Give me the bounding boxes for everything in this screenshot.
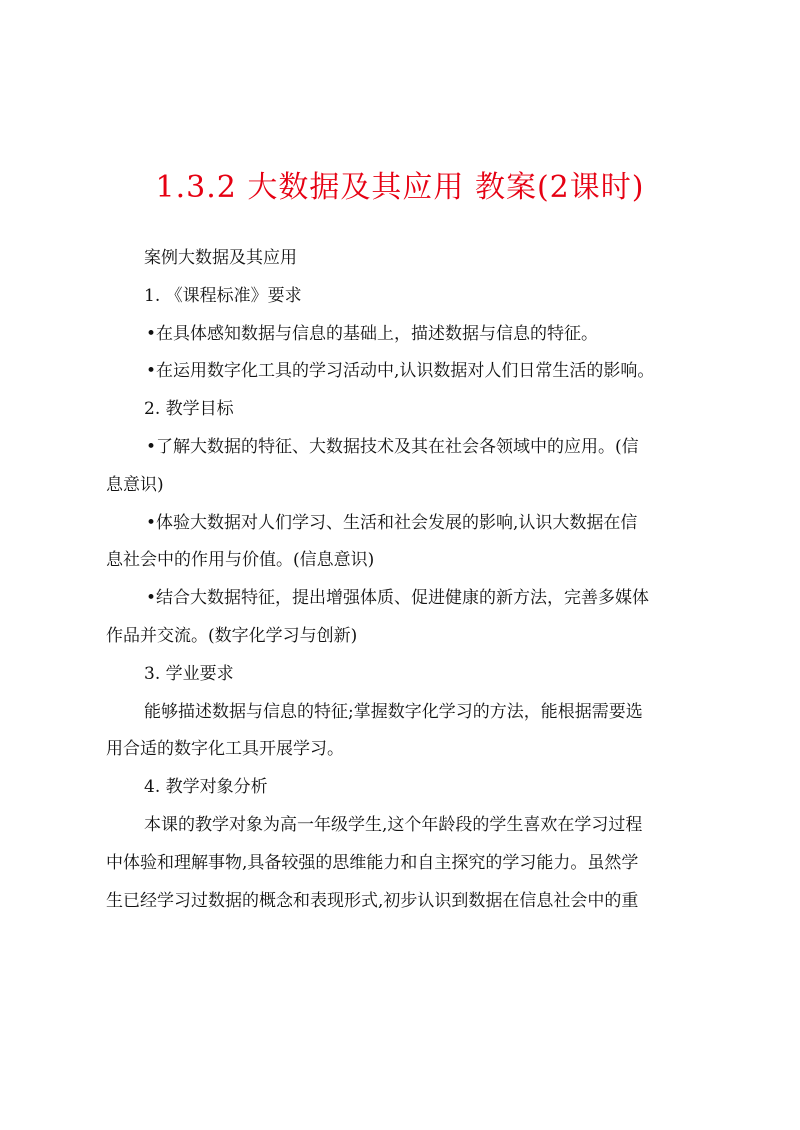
bullet-item: •结合大数据特征，提出增强体质、促进健康的新方法，完善多媒体 <box>146 588 650 609</box>
paragraph-line: 用合适的数字化工具开展学习。 <box>106 739 344 760</box>
bullet-item: •了解大数据的特征、大数据技术及其在社会各领域中的应用。(信 <box>146 436 639 457</box>
document-title: 1.3.2 大数据及其应用 教案(2课时) <box>155 170 645 205</box>
section-heading: 1. 《课程标准》要求 <box>144 285 302 306</box>
paragraph-line: 作品并交流。(数字化学习与创新) <box>106 625 358 646</box>
document-body <box>106 240 706 920</box>
bullet-item: •在运用数字化工具的学习活动中,认识数据对人们日常生活的影响。 <box>146 361 655 382</box>
section-heading: 3. 学业要求 <box>144 663 234 684</box>
paragraph-line: 中体验和理解事物,具备较强的思维能力和自主探究的学习能力。虽然学 <box>106 852 639 873</box>
section-heading: 2. 教学目标 <box>144 399 234 420</box>
paragraph-line: 息社会中的作用与价值。(信息意识) <box>106 550 375 571</box>
section-heading: 4. 教学对象分析 <box>144 777 268 798</box>
paragraph-line: 生已经学习过数据的概念和表现形式,初步认识到数据在信息社会中的重 <box>106 890 639 911</box>
paragraph-line: 能够描述数据与信息的特征;掌握数字化学习的方法，能根据需要选 <box>144 701 643 722</box>
paragraph-line: 案例大数据及其应用 <box>144 248 297 268</box>
paragraph-line: 息意识) <box>106 474 164 495</box>
bullet-item: •在具体感知数据与信息的基础上，描述数据与信息的特征。 <box>146 323 599 344</box>
bullet-item: •体验大数据对人们学习、生活和社会发展的影响,认识大数据在信 <box>146 512 638 533</box>
paragraph-line: 本课的教学对象为高一年级学生,这个年龄段的学生喜欢在学习过程 <box>144 814 643 835</box>
